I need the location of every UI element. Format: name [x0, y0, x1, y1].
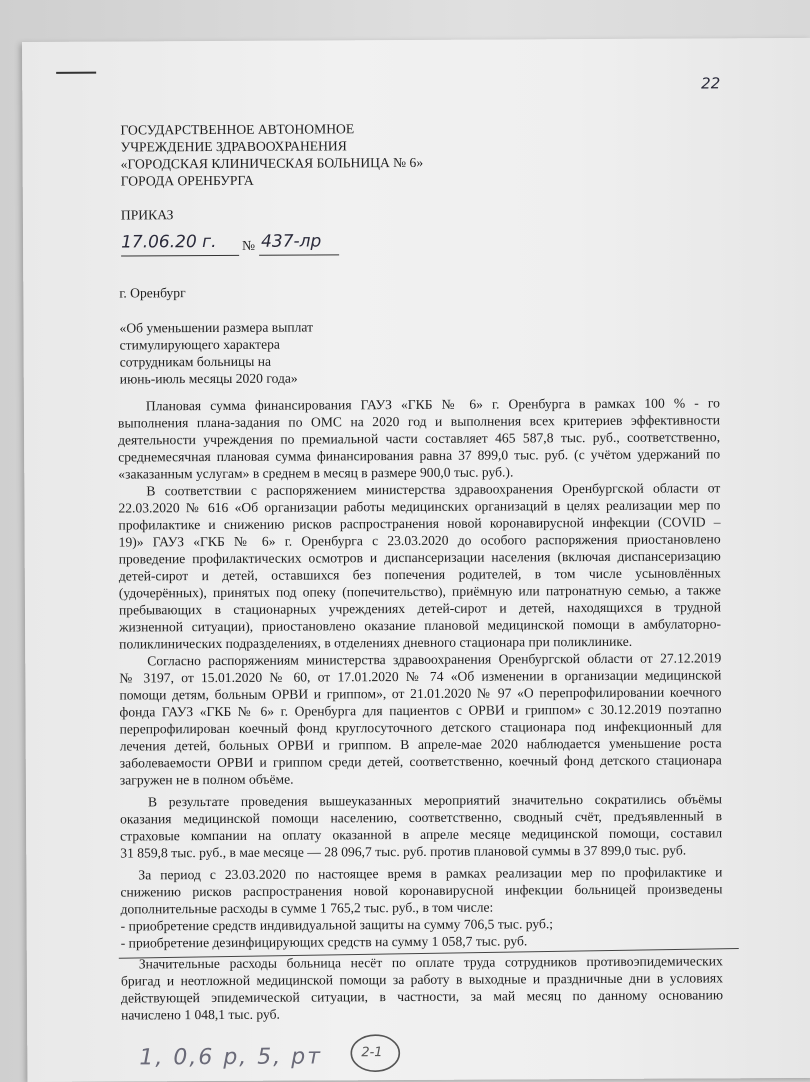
body-line: В результате проведения вышеуказанных мероприятий значительно сократились объёмы — [147, 791, 723, 810]
body-line: 19)» ГАУЗ «ГКБ № 6» г. Оренбурга с 23.03.2020 до особого распоряжения приостановлено — [118, 531, 721, 550]
subject-line-3: сотрудникам больницы на — [119, 353, 272, 370]
body-line: профилактике и снижению рисков распространения новой коронавирусной инфекции (COVID – — [118, 514, 721, 533]
body-line: детей-сирот и детей, оставшихся без попечения родителей, в том числе усыновлённых — [118, 565, 721, 584]
body-line: «заказанным услугам» в среднем в месяц в размере 900,0 тыс. руб.). — [118, 464, 514, 482]
number-handwritten: 437-лр — [260, 231, 322, 252]
body-line: проведение профилактических осмотров и диспансеризации населения (включая диспансеризацию — [118, 548, 721, 567]
subject-line-1: «Об уменьшении размера выплат — [119, 319, 314, 336]
body-line: За период с 23.03.2020 по настоящее время в рамках реализации мер по профилактике и — [138, 864, 723, 883]
body-line: 31 859,8 тыс. руб., в мае месяце — 28 096,7 тыс. руб. против плановой суммы в 37 899,0 тыс. руб. — [120, 842, 687, 861]
header-line-3: «ГОРОДСКАЯ КЛИНИЧЕСКАЯ БОЛЬНИЦА № 6» — [120, 154, 424, 172]
body-line: снижению рисков распространения новой коронавирусной инфекции больницей произведены — [120, 881, 723, 900]
body-line: поликлинических подразделениях, в отделениях дневного стационара при поликлинике. — [119, 633, 633, 652]
body-line: деятельности учреждения по премиальной части составляет 465 587,8 тыс. руб., соответственно, — [118, 429, 721, 448]
footer-circled-text: 2-1 — [361, 1045, 383, 1061]
page-mark: 22 — [701, 74, 721, 93]
header-line-4: ГОРОДА ОРЕНБУРГА — [120, 172, 254, 189]
body-line: загружен не в полном объёме. — [119, 771, 294, 788]
body-line: начислено 1 048,1 тыс. руб. — [121, 1006, 280, 1023]
body-line: помощи детям, больным ОРВИ и гриппом», от 21.01.2020 № 97 «О перепрофилировании коечного — [119, 684, 722, 703]
document-page — [22, 38, 810, 1082]
city: г. Оренбург — [119, 285, 186, 301]
subject-line-2: стимулирующего характера — [119, 336, 280, 353]
body-line: В соответствии с распоряжением министерства здравоохранения Оренбургской области от — [146, 480, 721, 499]
header-line-1: ГОСУДАРСТВЕННОЕ АВТОНОМНОЕ — [120, 121, 355, 138]
body-line: Значительные расходы больница несёт по оплате труда сотрудников противоэпидемических — [138, 953, 723, 972]
body-line: дополнительные расходы в сумме 1 765,2 тыс. руб., в том числе: — [120, 899, 494, 917]
corner-mark — [56, 72, 96, 74]
body-line: № 3197, от 15.01.2020 № 60, от 17.01.2020 № 74 «Об изменении в организации медицинской — [119, 667, 722, 686]
body-line: пребывающих в стационарных учреждениях детей-сирот и детей, находящихся в трудной — [118, 599, 722, 618]
body-line: лечения детей, больных ОРВИ и гриппом. В апреле-мае 2020 наблюдается уменьшение роста — [119, 735, 722, 754]
body-line: - приобретение дезинфицирующих средств на сумму 1 058,7 тыс. руб. — [120, 933, 528, 951]
body-line: бригад и неотложной медицинской помощи за работу в выходные и праздничные дни в условиях — [120, 970, 723, 989]
date-handwritten: 17.06.20 г. — [120, 231, 217, 253]
doc-type: ПРИКАЗ — [120, 207, 174, 223]
body-line: перепрофилирован коечный фонд круглосуточного детского стационара под инфекционный для — [119, 718, 722, 737]
header-line-2: УЧРЕЖДЕНИЕ ЗДРАВООХРАНЕНИЯ — [120, 138, 347, 155]
body-line: 22.03.2020 № 616 «Об организации работы медицинских организаций в целях реализации мер по — [118, 497, 721, 516]
body-line: страховые компании на оплату оказанной в апреле месяце медицинской помощи, составил — [120, 825, 723, 844]
body-line: Согласно распоряжениям министерства здравоохранения Оренбургской области от 27.12.2019 — [147, 650, 722, 669]
body-line: среднемесячная плановая сумма финансирования равна 37 899,0 тыс. руб. (с учётом удержаний по — [118, 446, 721, 465]
body-line: жизненной ситуации), приостановлено оказание плановой медицинской помощи в амбулаторно- — [119, 616, 722, 635]
number-underline — [259, 254, 339, 255]
date-underline — [121, 255, 239, 257]
footer-handwritten-note: 1, 0,6 р, 5, рт — [139, 1044, 323, 1071]
body-line: действующей эпидемической ситуации, в частности, за май месяц по данному основанию — [120, 987, 724, 1006]
body-line: фонда ГАУЗ «ГКБ № 6» г. Оренбурга для пациентов с ОРВИ и гриппом» с 30.12.2019 поэтапно — [119, 701, 722, 720]
body-line: - приобретение средств индивидуальной защиты на сумму 706,5 тыс. руб.; — [120, 916, 554, 934]
number-label: № — [242, 237, 256, 253]
body-line: (удочерённых), принятых под опеку (попечительство), приёмную или патронатную семью, а также — [118, 582, 721, 601]
body-line: Плановая сумма финансирования ГАУЗ «ГКБ № 6» г. Оренбурга в рамках 100 % - го — [145, 395, 720, 414]
body-line: заболеваемости ОРВИ и гриппом среди детей, соответственно, коечный фонд детского стационара — [119, 752, 722, 771]
subject-line-4: июнь-июль месяцы 2020 года» — [119, 370, 298, 387]
body-line: оказания медицинской помощи населению, соответственно, сводный счёт, предъявленный в — [120, 808, 723, 827]
body-line: выполнения плана-задания по ОМС на 2020 год и выполнения всех критериев эффективности — [117, 412, 721, 431]
